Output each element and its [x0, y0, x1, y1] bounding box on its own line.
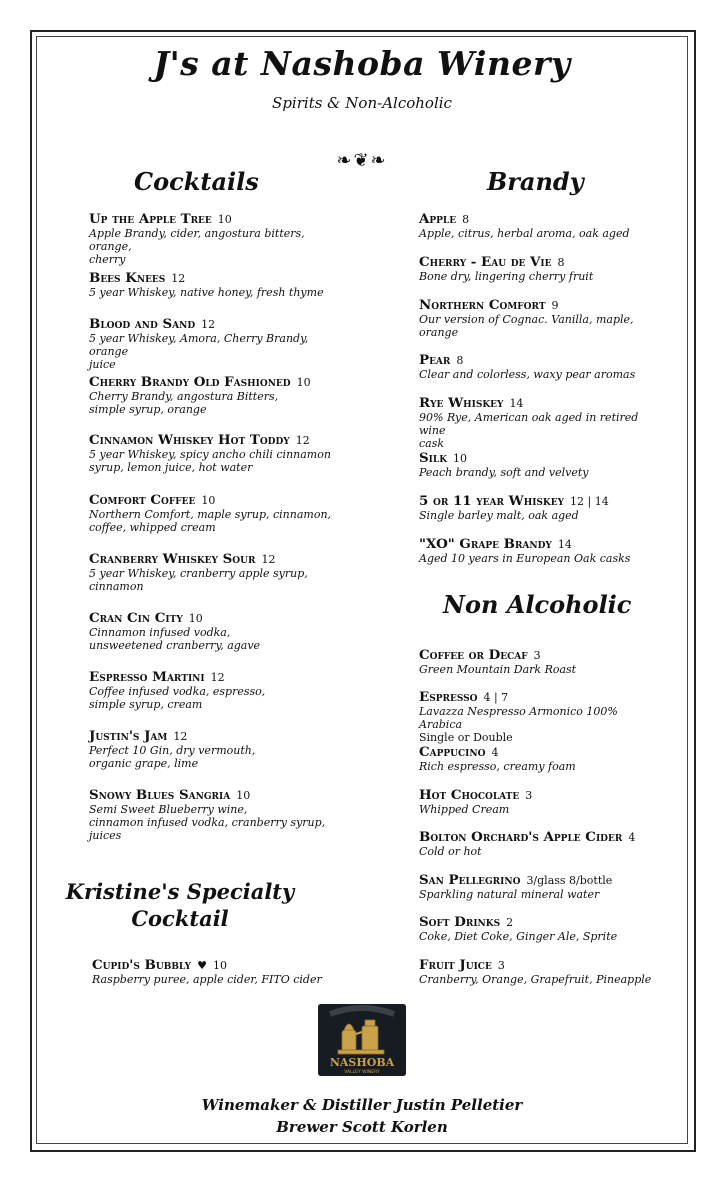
- item-description: cinnamon: [89, 580, 144, 593]
- item-price: 14: [557, 538, 572, 551]
- item-description: coffee, whipped cream: [89, 521, 216, 534]
- menu-item: [419, 648, 659, 676]
- item-description: simple syrup, cream: [89, 698, 203, 711]
- item-name: Coffee or Decaf: [419, 647, 528, 663]
- item-description: Green Mountain Dark Roast: [419, 663, 577, 676]
- menu-item: [89, 375, 349, 416]
- logo-subtext: VALLEY WINERY: [344, 1070, 380, 1075]
- item-description: Semi Sweet Blueberry wine,: [89, 803, 248, 816]
- item-description: simple syrup, orange: [89, 403, 207, 416]
- item-description: Apple Brandy, cider, angostura bitters, orange,: [89, 227, 305, 253]
- cocktails-heading: Cocktails: [134, 167, 259, 196]
- menu-item: [89, 729, 349, 770]
- item-note: Single or Double: [419, 731, 513, 744]
- item-description: Our version of Cognac. Vanilla, maple,: [419, 313, 634, 326]
- item-name: Bolton Orchard's Apple Cider: [419, 829, 623, 845]
- item-price: 10: [188, 612, 203, 625]
- credits-line2: Brewer Scott Korlen: [276, 1118, 448, 1136]
- menu-item: [419, 830, 659, 858]
- specialty-heading-line2: Cocktail: [131, 906, 229, 931]
- menu-item: [419, 255, 659, 283]
- item-description: Aged 10 years in European Oak casks: [419, 552, 631, 565]
- item-description: 5 year Whiskey, Amora, Cherry Brandy, orange: [89, 332, 309, 358]
- item-price: 10: [453, 452, 468, 465]
- item-name: Fruit Juice: [419, 957, 492, 973]
- item-price: 12 | 14: [570, 495, 609, 508]
- item-price: 2: [506, 916, 514, 929]
- item-description: syrup, lemon juice, hot water: [89, 461, 253, 474]
- item-description: Cold or hot: [419, 845, 482, 858]
- item-description: Rich espresso, creamy foam: [419, 760, 576, 773]
- item-price: 9: [551, 299, 559, 312]
- item-description: Raspberry puree, apple cider, FITO cider: [92, 973, 322, 986]
- item-name: Soft Drinks: [419, 914, 501, 930]
- item-description: Apple, citrus, herbal aroma, oak aged: [419, 227, 630, 240]
- item-description: Bone dry, lingering cherry fruit: [419, 270, 594, 283]
- item-price: 3: [497, 959, 505, 972]
- menu-item: [89, 611, 349, 652]
- item-description: Cherry Brandy, angostura Bitters,: [89, 390, 279, 403]
- item-price: 12: [171, 272, 186, 285]
- item-name: Northern Comfort: [419, 297, 546, 313]
- item-price: 12: [261, 553, 276, 566]
- item-price: 4 | 7: [483, 691, 509, 704]
- item-price: 10: [217, 213, 232, 226]
- specialty-heading: [60, 878, 300, 932]
- item-name: "XO" Grape Brandy: [419, 536, 552, 552]
- still-icon: [318, 1004, 406, 1076]
- menu-item: [419, 915, 659, 943]
- menu-item: [89, 271, 349, 299]
- menu-item: [89, 493, 349, 534]
- item-name: Cherry - Eau de Vie: [419, 254, 552, 270]
- menu-item: [419, 873, 659, 901]
- item-name: Espresso Martini: [89, 669, 205, 685]
- menu-item: [89, 552, 349, 593]
- item-price: 14: [509, 397, 524, 410]
- item-description: Coffee infused vodka, espresso,: [89, 685, 266, 698]
- item-price: 8: [462, 213, 470, 226]
- menu-item: [89, 212, 349, 266]
- item-description: cask: [419, 437, 445, 450]
- item-description: organic grape, lime: [89, 757, 199, 770]
- non-alcoholic-heading: Non Alcoholic: [443, 590, 632, 619]
- item-description: Sparkling natural mineral water: [419, 888, 600, 901]
- item-name: Hot Chocolate: [419, 787, 520, 803]
- menu-item: [419, 958, 659, 986]
- menu-subtitle: Spirits & Non-Alcoholic: [272, 94, 452, 112]
- menu-item: [419, 537, 659, 565]
- item-description: Cranberry, Orange, Grapefruit, Pineapple: [419, 973, 652, 986]
- item-name: 5 or 11 year Whiskey: [419, 493, 565, 509]
- item-name: Cherry Brandy Old Fashioned: [89, 374, 291, 390]
- menu-item: [419, 494, 659, 522]
- item-name: Silk: [419, 450, 448, 466]
- menu-item: [89, 788, 349, 842]
- menu-item: [89, 317, 349, 371]
- ornament-icon: ❧❦❧: [336, 150, 388, 171]
- credits: [0, 1094, 724, 1138]
- menu-item: [89, 433, 349, 474]
- item-description: Whipped Cream: [419, 803, 510, 816]
- item-description: Perfect 10 Gin, dry vermouth,: [89, 744, 256, 757]
- item-name: Justin's Jam: [89, 728, 168, 744]
- item-description: Coke, Diet Coke, Ginger Ale, Sprite: [419, 930, 618, 943]
- menu-item: [419, 212, 659, 240]
- menu-title: J's at Nashoba Winery: [153, 44, 571, 83]
- item-description: 90% Rye, American oak aged in retired wine: [419, 411, 639, 437]
- item-description: 5 year Whiskey, native honey, fresh thyme: [89, 286, 324, 299]
- item-description: cinnamon infused vodka, cranberry syrup, juices: [89, 816, 326, 842]
- brandy-heading: Brandy: [487, 167, 584, 196]
- item-description: Peach brandy, soft and velvety: [419, 466, 589, 479]
- menu-item: [89, 670, 349, 711]
- item-name: Rye Whiskey: [419, 395, 504, 411]
- credits-line1: Winemaker & Distiller Justin Pelletier: [201, 1096, 523, 1114]
- item-description: Northern Comfort, maple syrup, cinnamon,: [89, 508, 332, 521]
- item-description: juice: [89, 358, 116, 371]
- item-price: 10: [201, 494, 216, 507]
- item-price: 12: [173, 730, 188, 743]
- item-name: Up the Apple Tree: [89, 211, 212, 227]
- item-name: Blood and Sand: [89, 316, 196, 332]
- item-price: 8: [557, 256, 565, 269]
- item-name: Cranberry Whiskey Sour: [89, 551, 256, 567]
- item-price: 10: [236, 789, 251, 802]
- nashoba-logo: [318, 1004, 406, 1076]
- item-price: 3: [525, 789, 533, 802]
- item-name: Cupid's Bubbly: [92, 957, 192, 973]
- menu-item: [419, 353, 659, 381]
- menu-item: [419, 690, 659, 744]
- item-name: Apple: [419, 211, 457, 227]
- heart-icon: ♥: [197, 959, 207, 972]
- item-price: 12: [210, 671, 225, 684]
- item-name: Espresso: [419, 689, 478, 705]
- item-price: 4: [628, 831, 636, 844]
- item-price: 3: [533, 649, 541, 662]
- menu-item: [419, 298, 659, 339]
- item-name: San Pellegrino: [419, 872, 521, 888]
- item-description: cherry: [89, 253, 126, 266]
- item-price: 3/glass 8/bottle: [526, 874, 613, 887]
- item-description: 5 year Whiskey, cranberry apple syrup,: [89, 567, 308, 580]
- item-description: Clear and colorless, waxy pear aromas: [419, 368, 636, 381]
- item-name: Pear: [419, 352, 451, 368]
- item-price: 10: [212, 959, 227, 972]
- item-description: 5 year Whiskey, spicy ancho chili cinnamon: [89, 448, 331, 461]
- menu-item: [419, 788, 659, 816]
- item-description: Lavazza Nespresso Armonico 100% Arabica: [419, 705, 618, 731]
- item-price: 8: [456, 354, 464, 367]
- item-description: Cinnamon infused vodka,: [89, 626, 231, 639]
- menu-item: [419, 396, 659, 450]
- item-description: orange: [419, 326, 459, 339]
- item-name: Bees Knees: [89, 270, 166, 286]
- menu-item: [419, 451, 659, 479]
- item-name: Cran Cin City: [89, 610, 183, 626]
- item-price: 12: [201, 318, 216, 331]
- specialty-heading-line1: Kristine's Specialty: [65, 879, 295, 904]
- item-price: 10: [296, 376, 311, 389]
- item-price: 12: [295, 434, 310, 447]
- item-price: 4: [491, 746, 499, 759]
- item-description: Single barley malt, oak aged: [419, 509, 579, 522]
- item-name: Cappucino: [419, 744, 486, 760]
- item-name: Snowy Blues Sangria: [89, 787, 231, 803]
- item-description: unsweetened cranberry, agave: [89, 639, 261, 652]
- specialty-item: [92, 958, 352, 986]
- logo-text: NASHOBA: [329, 1056, 395, 1069]
- item-name: Comfort Coffee: [89, 492, 196, 508]
- menu-item: [419, 745, 659, 773]
- item-name: Cinnamon Whiskey Hot Toddy: [89, 432, 290, 448]
